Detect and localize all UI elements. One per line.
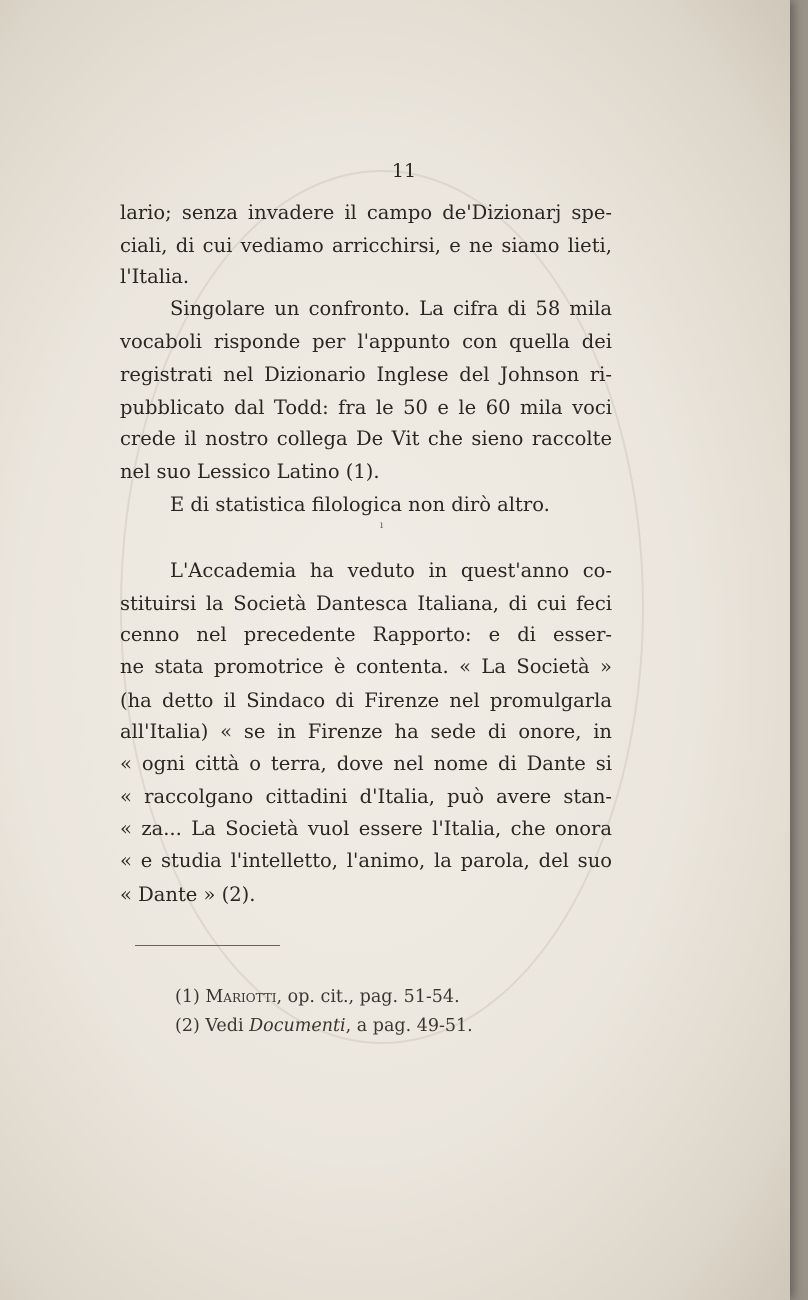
- text-line: crede il nostro collega De Vit che sieno raccolte: [120, 427, 612, 450]
- footnote-marker: (1): [175, 987, 200, 1007]
- text-line: pubblicato dal Todd: fra le 50 e le 60 mila voci: [120, 396, 612, 419]
- footnote-1: [175, 983, 460, 1011]
- footnote-rule: [135, 945, 280, 946]
- text-line: lario; senza invadere il campo de'Dizionarj spe-: [120, 201, 612, 224]
- footnote-work: Documenti: [249, 1016, 346, 1036]
- text-line: nel suo Lessico Latino (1).: [120, 460, 380, 483]
- text-line: cenno nel precedente Rapporto: e di esser-: [120, 623, 612, 646]
- text-line: « ogni città o terra, dove nel nome di Dante si: [120, 752, 612, 775]
- text-line: « raccolgano cittadini d'Italia, può avere stan-: [120, 785, 612, 808]
- text-line: all'Italia) « se in Firenze ha sede di onore, in: [120, 720, 612, 743]
- footnote-author: Mariotti: [205, 987, 277, 1007]
- text-line: ne stata promotrice è contenta. « La Società »: [120, 655, 612, 678]
- page-number: 11: [391, 160, 417, 182]
- footnote-text: , a pag. 49-51.: [345, 1016, 473, 1036]
- text-line: stituirsi la Società Dantesca Italiana, di cui feci: [120, 592, 612, 615]
- text-line: « e studia l'intelletto, l'animo, la parola, del suo: [120, 849, 612, 872]
- ink-speck: ı: [380, 520, 384, 531]
- text-line: (ha detto il Sindaco di Firenze nel promulgarla: [120, 689, 612, 712]
- text-line: « Dante » (2).: [120, 883, 256, 906]
- text-line: vocaboli risponde per l'appunto con quella dei: [120, 330, 612, 353]
- footnote-marker: (2): [175, 1016, 200, 1036]
- footnote-text: , op. cit., pag. 51-54.: [276, 987, 460, 1007]
- footnote-2: [175, 1012, 473, 1040]
- text-line: registrati nel Dizionario Inglese del Johnson ri-: [120, 363, 612, 386]
- text-line: L'Accademia ha veduto in quest'anno co-: [170, 559, 612, 582]
- text-line: ciali, di cui vediamo arricchirsi, e ne siamo lieti,: [120, 234, 612, 257]
- text-line: E di statistica filologica non dirò altro.: [170, 493, 550, 516]
- text-line: Singolare un confronto. La cifra di 58 mila: [170, 297, 612, 320]
- text-line: « za... La Società vuol essere l'Italia, che onora: [120, 817, 612, 840]
- footnote-prefix: Vedi: [205, 1016, 244, 1036]
- text-line: l'Italia.: [120, 265, 190, 288]
